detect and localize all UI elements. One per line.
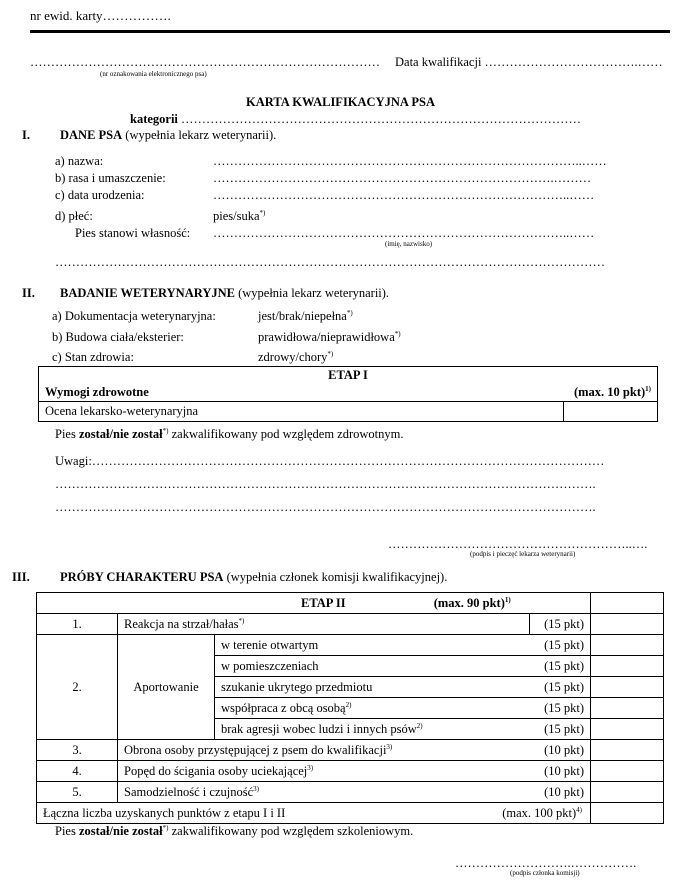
field-name-label: a) nazwa: (55, 154, 104, 168)
section3-numeral: III. (12, 570, 30, 584)
category-label: kategorii (130, 112, 178, 126)
remarks-line-2[interactable]: …………………………………………………………………………………………………………………. (55, 477, 596, 491)
field-sex-label: d) płeć: (55, 209, 93, 223)
stage1-title: ETAP I (39, 367, 658, 384)
stage2-table (36, 592, 664, 824)
section1-title: DANE PSA (60, 128, 123, 142)
test-score[interactable] (591, 761, 664, 782)
remarks-line-3[interactable]: …………………………………………………………………………………………………………………. (55, 500, 596, 514)
field-extra-line[interactable]: …………………………………………………………………………………………………………………… (55, 255, 605, 269)
test-label: Samodzielność i czujność$^{3)}$ (118, 782, 530, 803)
fetch-item-points: (15 pkt) (530, 677, 591, 698)
total-label-cell (37, 803, 591, 824)
fetch-item-label: współpraca z obcą osobą$^{2)}$ (215, 698, 530, 719)
fetch-item-points: (15 pkt) (530, 656, 591, 677)
fetch-item-score[interactable] (591, 698, 664, 719)
fetch-item-score[interactable] (591, 719, 664, 740)
section1-heading (60, 128, 276, 143)
field-birthdate-value[interactable]: …………………………………………………………………………..…… (213, 188, 595, 202)
section1-numeral: I. (22, 128, 30, 142)
health-value[interactable]: zdrowy/chory*) (258, 349, 334, 364)
body-build-value[interactable]: prawidłowa/nieprawidłowa*) (258, 329, 401, 344)
owner-caption: (imię, nazwisko) (385, 240, 433, 248)
health-qualification-result[interactable]: Pies został/nie został*) zakwalifikowany pod względem zdrowotnym. (55, 426, 404, 441)
test-number: 4. (37, 761, 118, 782)
fetch-item-score[interactable] (591, 677, 664, 698)
field-owner-value[interactable]: …………………………………………………………………………..…… (213, 226, 595, 240)
test-score[interactable] (591, 782, 664, 803)
dog-mark-field[interactable]: ………………………………………………………………………… (30, 55, 380, 69)
fetch-item-score[interactable] (591, 635, 664, 656)
test-points: (10 pkt) (530, 782, 591, 803)
fetch-label: Aportowanie (118, 635, 215, 740)
stage2-max-points: (max. 90 pkt)$^{1)}$ (433, 595, 511, 610)
fetch-item-score[interactable] (591, 656, 664, 677)
section2-subtitle: (wypełnia lekarz weterynarii). (238, 286, 390, 300)
test-label: Reakcja na strzał/hałas*) (118, 614, 530, 635)
section2-heading (60, 286, 389, 301)
test-row-1 (37, 614, 664, 635)
total-label: Łączna liczba uzyskanych punktów z etapu I i II (43, 805, 286, 820)
test-points: (10 pkt) (530, 740, 591, 761)
health-label: c) Stan zdrowia: (52, 350, 134, 364)
fetch-item-label: w pomieszczeniach (215, 656, 530, 677)
section2-numeral: II. (22, 286, 35, 300)
category-dots[interactable]: …………………………………………………………………………………… (181, 112, 582, 126)
vet-signature-caption: (podpis i pieczęć lekarza weterynarii) (470, 550, 576, 558)
field-breed-value[interactable]: ……………………………………………………………………….……… (213, 171, 592, 185)
commission-signature-caption: (podpis członka komisji) (510, 869, 580, 877)
test-row-4 (37, 761, 664, 782)
commission-signature-field[interactable]: ……………………….……………. (455, 856, 637, 870)
vet-assessment-score[interactable] (564, 402, 658, 422)
category-field[interactable] (130, 112, 581, 127)
section3-subtitle: (wypełnia członek komisji kwalifikacyjnej). (226, 570, 448, 584)
stage2-header-score (591, 593, 664, 614)
qualification-date-field[interactable]: Data kwalifikacji ……………………………….…… (395, 55, 663, 69)
test-number: 3. (37, 740, 118, 761)
section1-subtitle: (wypełnia lekarz weterynarii). (125, 128, 277, 142)
stage1-header-row (39, 383, 658, 402)
stage1-table (38, 366, 658, 422)
test-row-3 (37, 740, 664, 761)
remarks-field[interactable]: Uwagi:…………………………………………………………………………………………………………… (55, 454, 605, 468)
field-name-value[interactable]: ……………………………………………………………………………..…… (213, 154, 607, 168)
section3-heading (60, 570, 447, 585)
fetch-number: 2. (37, 635, 118, 740)
fetch-item-points: (15 pkt) (530, 698, 591, 719)
body-build-label: b) Budowa ciała/eksterier: (52, 330, 184, 344)
dog-mark-caption: (nr oznakowania elektronicznego psa) (100, 70, 207, 78)
stage2-header-row (37, 593, 591, 614)
vet-signature-field[interactable]: …………………………………………………..…. (388, 537, 648, 551)
test-points: (10 pkt) (530, 761, 591, 782)
stage2-title: ETAP II (301, 595, 346, 610)
card-number[interactable]: nr ewid. karty……………. (30, 8, 171, 23)
total-max-points: (max. 100 pkt)$^{4)}$ (502, 805, 582, 820)
test-label: Popęd do ścigania osoby uciekającej$^{3)}$ (118, 761, 530, 782)
test-label: Obrona osoby przystępującej z psem do kwalifikacji$^{3)}$ (118, 740, 530, 761)
vet-docs-value[interactable]: jest/brak/niepełna*) (258, 308, 353, 323)
health-requirements-header: Wymogi zdrowotne (45, 384, 149, 399)
header-rule (30, 30, 670, 33)
field-birthdate-label: c) data urodzenia: (55, 188, 145, 202)
fetch-row-1 (37, 635, 664, 656)
remarks-label: Uwagi: (55, 454, 92, 468)
test-row-5 (37, 782, 664, 803)
field-owner-label: Pies stanowi własność: (75, 226, 191, 240)
total-score[interactable] (591, 803, 664, 824)
vet-assessment-label: Ocena lekarsko-weterynaryjna (39, 402, 564, 422)
training-qualification-result[interactable]: Pies został/nie został*) zakwalifikowany pod względem szkoleniowym. (55, 823, 414, 838)
fetch-item-label: szukanie ukrytego przedmiotu (215, 677, 530, 698)
test-number: 1. (37, 614, 118, 635)
test-score[interactable] (591, 740, 664, 761)
fetch-item-points: (15 pkt) (530, 635, 591, 656)
vet-docs-label: a) Dokumentacja weterynaryjna: (52, 309, 216, 323)
fetch-item-label: brak agresji wobec ludzi i innych psów$^{2)}$ (215, 719, 530, 740)
field-sex-value[interactable]: pies/suka*) (213, 208, 266, 223)
fetch-item-label: w terenie otwartym (215, 635, 530, 656)
section2-title: BADANIE WETERYNARYJNE (60, 286, 235, 300)
test-points: (15 pkt) (530, 614, 591, 635)
total-row (37, 803, 664, 824)
section3-title: PRÓBY CHARAKTERU PSA (60, 570, 224, 584)
test-number: 5. (37, 782, 118, 803)
field-breed-label: b) rasa i umaszczenie: (55, 171, 166, 185)
document-title: KARTA KWALIFIKACYJNA PSA (246, 95, 435, 109)
stage1-max-points: (max. 10 pkt)$^{1)}$ (573, 384, 651, 399)
fetch-item-points: (15 pkt) (530, 719, 591, 740)
test-score[interactable] (591, 614, 664, 635)
